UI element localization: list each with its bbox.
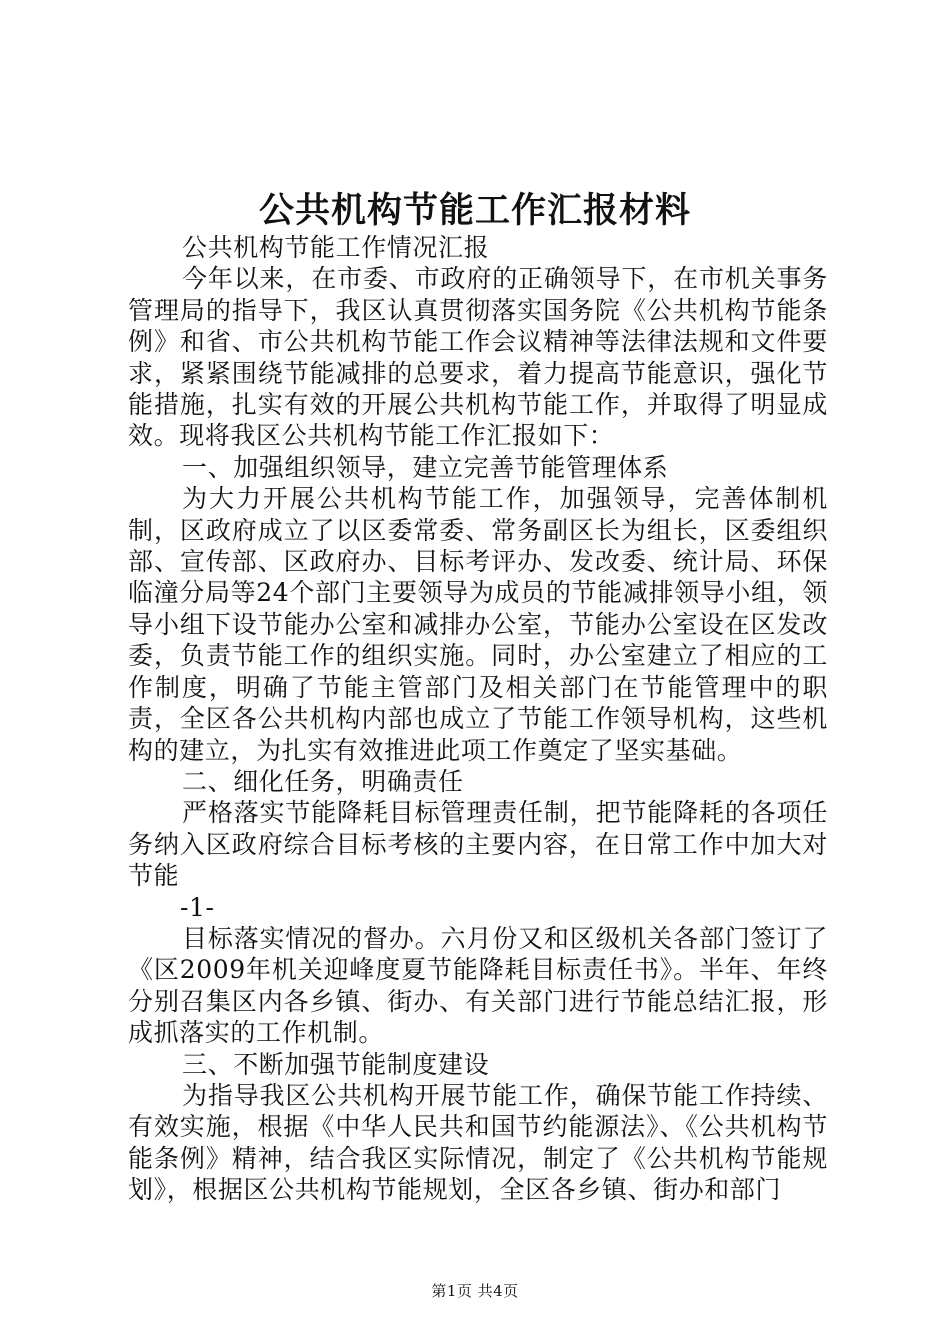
section-heading-3: 三、不断加强节能制度建设	[182, 1049, 490, 1079]
section-2-continued-paragraph: 目标落实情况的督办。六月份又和区级机关各部门签订了《区2009年机关迎峰度夏节能降耗目标责任书》。半年、年终分别召集区内各乡镇、街办、有关部门进行节能总结汇报，形成抓落实的工作机制。	[128, 923, 828, 1048]
section-2-paragraph: 严格落实节能降耗目标管理责任制，把节能降耗的各项任务纳入区政府综合目标考核的主要内容，在日常工作中加大对节能	[128, 798, 828, 891]
section-heading-1: 一、加强组织领导，建立完善节能管理体系	[182, 452, 669, 482]
document-title: 公共机构节能工作汇报材料	[258, 191, 691, 231]
section-heading-2: 二、细化任务，明确责任	[182, 766, 464, 796]
page-footer: 第1页 共4页	[431, 1282, 519, 1300]
inline-page-number: -1-	[180, 892, 215, 922]
intro-paragraph: 今年以来，在市委、市政府的正确领导下，在市机关事务管理局的指导下，我区认真贯彻落实国务院《公共机构节能条例》和省、市公共机构节能工作会议精神等法律法规和文件要求，紧紧围绕节能减排的总要求，着力提高节能意识，强化节能措施，扎实有效的开展公共机构节能工作，并取得了明显成效。现将我区公共机构节能工作汇报如下：	[128, 264, 828, 451]
document-body	[128, 232, 828, 1206]
section-1-paragraph: 为大力开展公共机构节能工作，加强领导，完善体制机制，区政府成立了以区委常委、常务副区长为组长，区委组织部、宣传部、区政府办、目标考评办、发改委、统计局、环保临潼分局等24个部门主要领导为成员的节能减排领导小组，领导小组下设节能办公室和减排办公室，节能办公室设在区发改委，负责节能工作的组织实施。同时，办公室建立了相应的工作制度，明确了节能主管部门及相关部门在节能管理中的职责，全区各公共机构内部也成立了节能工作领导机构，这些机构的建立，为扎实有效推进此项工作奠定了坚实基础。	[128, 484, 828, 765]
subtitle-paragraph: 公共机构节能工作情况汇报	[182, 233, 490, 262]
section-3-paragraph: 为指导我区公共机构开展节能工作，确保节能工作持续、有效实施，根据《中华人民共和国节约能源法》、《公共机构节能条例》精神，结合我区实际情况，制定了《公共机构节能规划》，根据区公共机构节能规划，全区各乡镇、街办和部门	[128, 1080, 828, 1205]
